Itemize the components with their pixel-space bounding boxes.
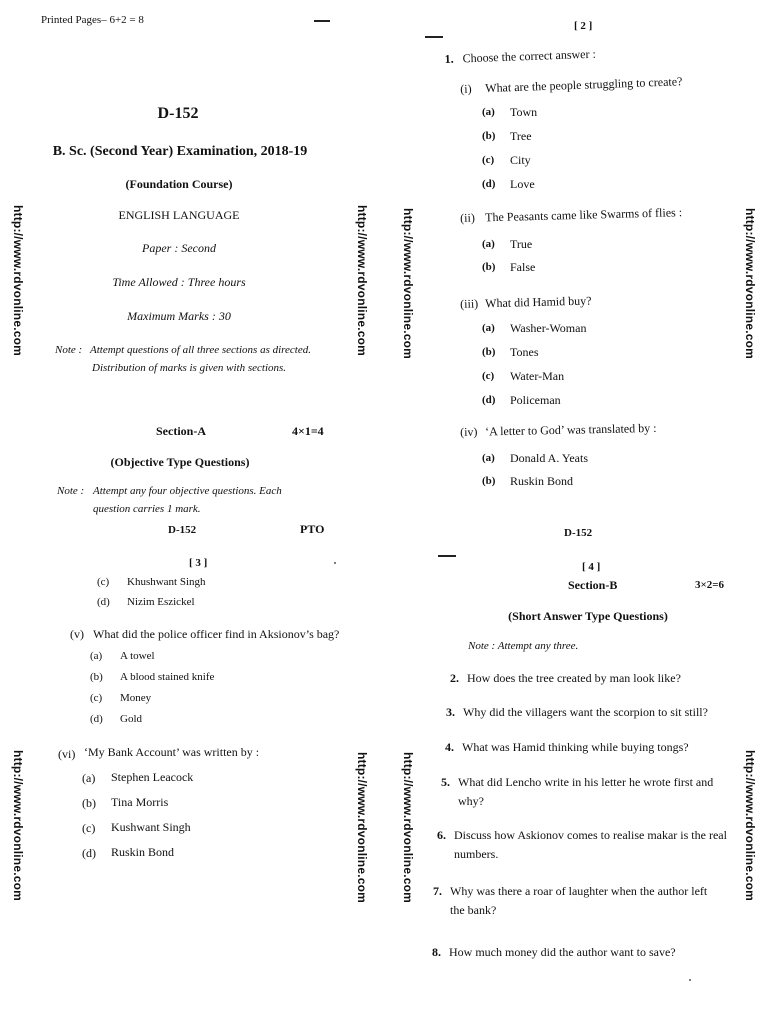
footer-pto: PTO (300, 522, 325, 536)
scan-mark (314, 20, 330, 22)
note-line: question carries 1 mark. (93, 503, 201, 515)
option-text: Khushwant Singh (127, 576, 206, 588)
question-number: 7. (433, 884, 442, 898)
option-label: (b) (482, 261, 496, 273)
question-text: Why was there a roar of laughter when the author left (450, 884, 708, 898)
sub-question-number: (i) (460, 81, 472, 96)
watermark-text: http://www.rdvonline.com (11, 750, 25, 902)
scan-speck (334, 562, 336, 564)
option-label: (c) (482, 370, 495, 382)
paper-code: D-152 (157, 105, 199, 122)
option-label: (d) (82, 846, 96, 860)
option-label: (a) (82, 771, 96, 785)
page-number: [ 2 ] (574, 20, 593, 32)
option-text: Policeman (510, 393, 561, 407)
sub-question-number: (iii) (460, 296, 479, 311)
option-text: City (510, 153, 531, 167)
scan-mark (438, 555, 456, 557)
option-label: (b) (482, 130, 496, 142)
option-text: Town (510, 105, 538, 119)
option-text: Donald A. Yeats (510, 451, 589, 465)
option-text: Love (510, 177, 535, 191)
question-number: 5. (441, 775, 450, 789)
option-label: (d) (482, 394, 496, 406)
option-text: Ruskin Bond (510, 474, 574, 488)
footer-code: D-152 (564, 527, 593, 539)
watermark-text: http://www.rdvonline.com (743, 208, 757, 360)
question-text: Discuss how Askionov comes to realise makar is the real (454, 828, 727, 842)
question-text: numbers. (454, 847, 499, 861)
watermark-text: http://www.rdvonline.com (401, 752, 415, 904)
scan-speck (689, 979, 691, 981)
sub-question-number: (v) (70, 627, 84, 641)
question-text: What did Lencho write in his letter he wrote first and (458, 775, 714, 789)
question-text: the bank? (450, 903, 497, 917)
option-text: True (510, 237, 533, 251)
time-allowed: Time Allowed : Three hours (112, 275, 246, 289)
option-label: (b) (82, 796, 96, 810)
paper-number: Paper : Second (142, 241, 216, 255)
option-label: (b) (90, 671, 103, 683)
option-label: (a) (90, 650, 103, 662)
sub-question-number: (ii) (460, 210, 476, 225)
watermark-text: http://www.rdvonline.com (401, 208, 415, 360)
note-line: Attempt any four objective questions. Each (93, 485, 282, 497)
note-line: Distribution of marks is given with sections. (92, 362, 287, 374)
watermark-text: http://www.rdvonline.com (11, 205, 25, 357)
option-label: (b) (482, 475, 496, 487)
option-label: (b) (482, 346, 496, 358)
section-subtitle: (Short Answer Type Questions) (508, 609, 668, 623)
sub-question-text: ‘A letter to God’ was translated by : (484, 420, 657, 439)
course-name: (Foundation Course) (125, 177, 233, 191)
scan-mark (425, 36, 443, 38)
footer-code: D-152 (168, 524, 197, 536)
option-text: Washer-Woman (510, 321, 587, 335)
question-text: Choose the correct answer : (462, 46, 597, 66)
option-label: (c) (90, 692, 103, 704)
option-label: (c) (97, 576, 110, 588)
watermark-text: http://www.rdvonline.com (743, 750, 757, 902)
question-number: 6. (437, 828, 446, 842)
section-heading: Section-B (568, 578, 618, 592)
page-number: [ 4 ] (582, 561, 601, 573)
exam-title: B. Sc. (Second Year) Examination, 2018-19 (52, 144, 308, 159)
sub-question-number: (vi) (58, 747, 76, 761)
page-number: [ 3 ] (189, 557, 208, 569)
note-line: Note : Attempt any three. (468, 640, 579, 652)
option-text: Tina Morris (111, 795, 169, 809)
sub-question-text: What are the people struggling to create? (484, 74, 683, 96)
option-text: Ruskin Bond (111, 845, 175, 859)
question-number: 2. (450, 671, 459, 685)
option-label: (d) (97, 596, 110, 608)
option-text: Water-Man (510, 369, 565, 383)
option-label: (a) (482, 238, 495, 250)
option-text: Tones (510, 345, 539, 359)
question-text: What was Hamid thinking while buying tongs? (462, 740, 689, 754)
watermark-text: http://www.rdvonline.com (355, 752, 369, 904)
section-marks: 3×2=6 (695, 579, 725, 591)
sub-question-number: (iv) (460, 424, 478, 439)
option-text: Gold (120, 713, 142, 725)
section-subtitle: (Objective Type Questions) (110, 455, 250, 469)
section-heading: Section-A (156, 424, 206, 438)
question-number: 8. (432, 945, 441, 959)
option-label: (c) (82, 821, 96, 835)
option-label: (a) (482, 452, 495, 464)
question-text: Why did the villagers want the scorpion to sit still? (463, 705, 708, 719)
option-text: Kushwant Singh (111, 820, 191, 834)
option-text: A blood stained knife (120, 671, 215, 683)
option-text: Stephen Leacock (111, 770, 194, 784)
question-text: How does the tree created by man look like? (467, 671, 681, 685)
question-number: 3. (446, 705, 455, 719)
option-text: Nizim Eszickel (127, 596, 195, 608)
sub-question-text: What did the police officer find in Aksionov’s bag? (93, 627, 340, 641)
subject-name: ENGLISH LANGUAGE (118, 208, 240, 222)
question-text: How much money did the author want to save? (449, 945, 676, 959)
option-label: (a) (482, 106, 495, 118)
sub-question-text: What did Hamid buy? (484, 293, 592, 311)
section-marks: 4×1=4 (292, 424, 324, 438)
note-label: Note : (55, 344, 83, 356)
printed-pages: Printed Pages– 6+2 = 8 (41, 14, 144, 26)
option-text: Money (120, 692, 152, 704)
maximum-marks: Maximum Marks : 30 (127, 309, 231, 323)
option-label: (a) (482, 322, 495, 334)
option-label: (d) (90, 713, 103, 725)
question-text: why? (458, 794, 484, 808)
sub-question-text: The Peasants came like Swarms of flies : (484, 205, 683, 225)
option-text: Tree (510, 129, 532, 143)
watermark-text: http://www.rdvonline.com (355, 205, 369, 357)
option-label: (c) (482, 154, 495, 166)
option-label: (d) (482, 178, 496, 190)
question-number: 1. (444, 51, 454, 66)
note-line: Attempt questions of all three sections as directed. (90, 344, 311, 356)
question-number: 4. (445, 740, 454, 754)
option-text: A towel (120, 650, 155, 662)
note-label: Note : (57, 485, 85, 497)
option-text: False (510, 260, 536, 274)
sub-question-text: ‘My Bank Account’ was written by : (84, 745, 260, 759)
